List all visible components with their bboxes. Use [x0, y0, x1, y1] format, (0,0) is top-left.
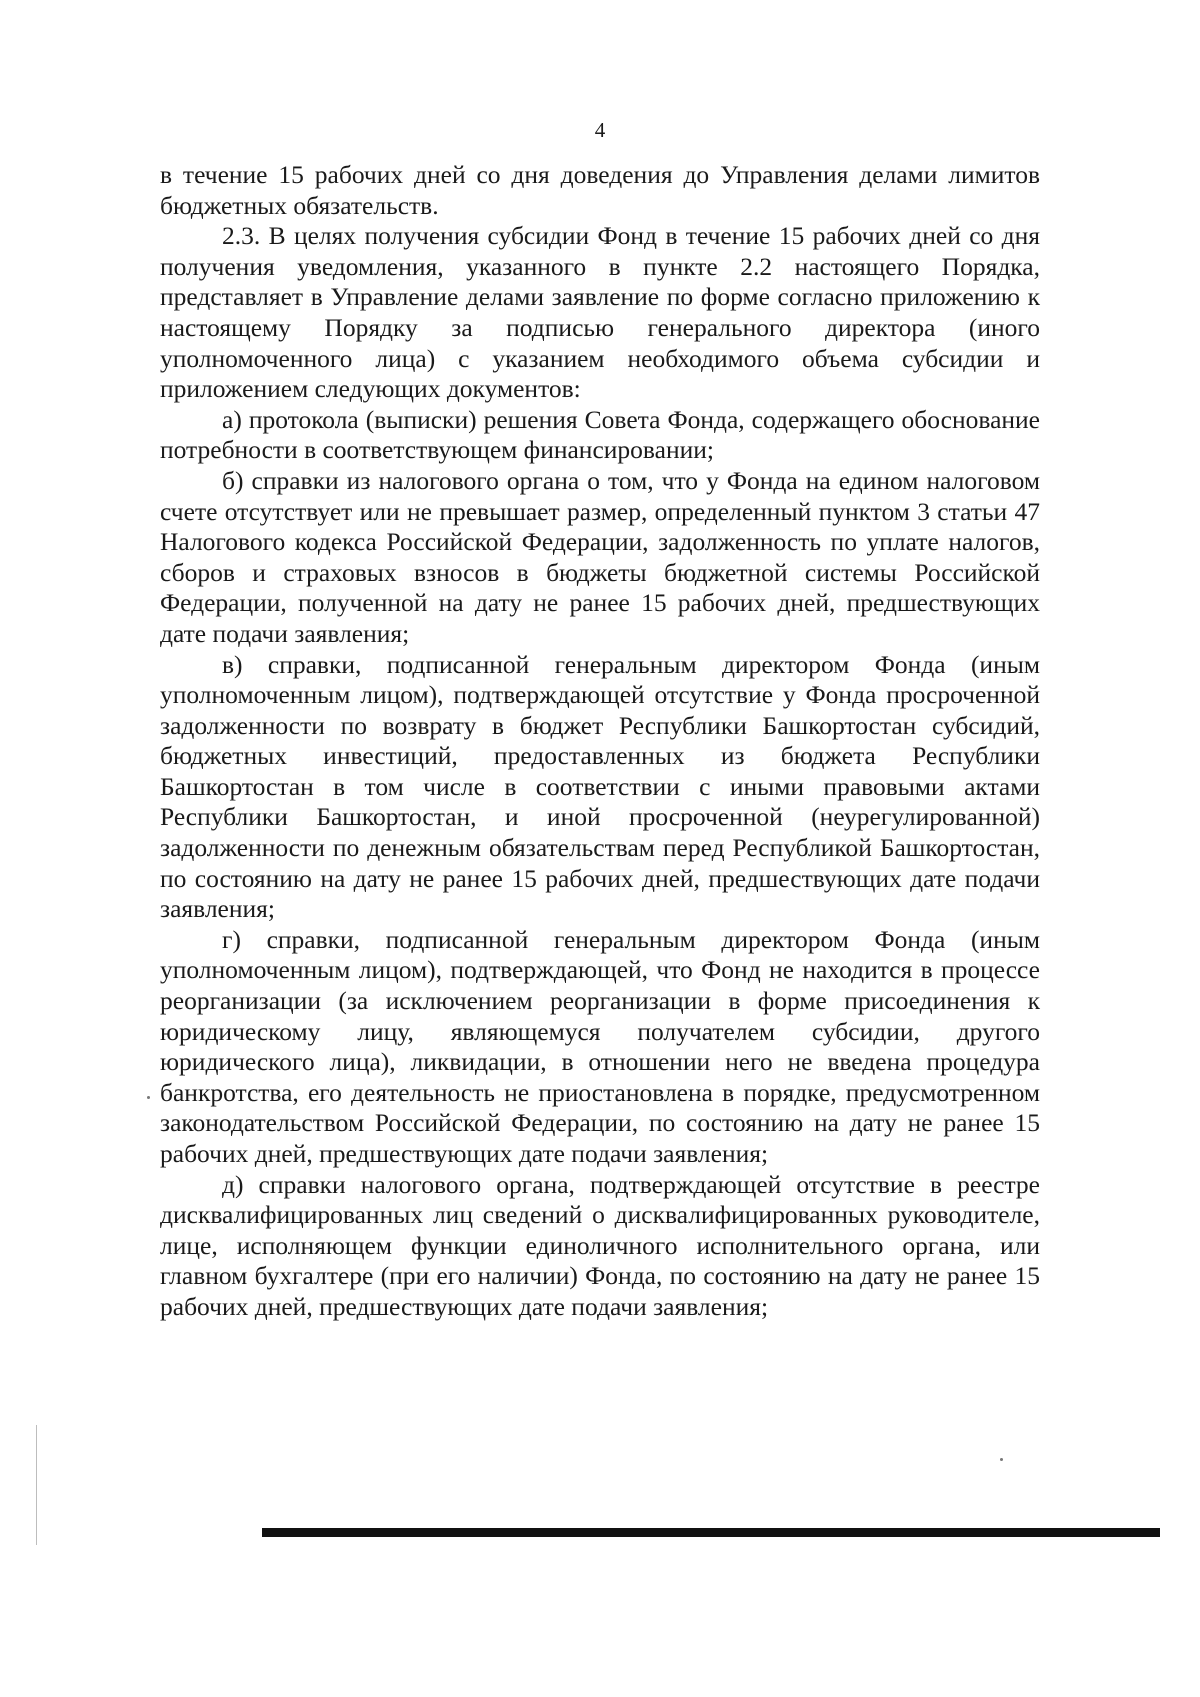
list-item-v: в) справки, подписанной генеральным директором Фонда (иным уполномоченным лицом), подтверждающей отсутствие у Фонда просроченной задолженности по возврату в бюджет Республики Башкортостан субсидий, бюджетных инвестиций, предоставленных из бюджета Республики Башкортостан в том числе в соответствии с иными правовыми актами Республики Башкортостан, и иной просроченной (неурегулированной) задолженности по денежным обязательствам перед Республикой Башкортостан, по состоянию на дату не ранее 15 рабочих дней, предшествующих дате подачи заявления; — [160, 649, 1040, 924]
paragraph-2-3: 2.3. В целях получения субсидии Фонд в течение 15 рабочих дней со дня получения уведомления, указанного в пункте 2.2 настоящего Порядка, представляет в Управление делами заявление по форме согласно приложению к настоящему Порядку за подписью генерального директора (иного уполномоченного лица) с указанием необходимого объема субсидии и приложением следующих документов: — [160, 221, 1040, 404]
list-item-b: б) справки из налогового органа о том, что у Фонда на едином налоговом счете отсутствует или не превышает размер, определенный пунктом 3 статьи 47 Налогового кодекса Российской Федерации, задолженность по уплате налогов, сборов и страховых взносов в бюджеты бюджетной системы Российской Федерации, полученной на дату не ранее 15 рабочих дней, предшествующих дате подачи заявления; — [160, 465, 1040, 648]
list-item-g: г) справки, подписанной генеральным директором Фонда (иным уполномоченным лицом), подтверждающей, что Фонд не находится в процессе реорганизации (за исключением реорганизации в форме присоединения к юридическому лицу, являющемуся получателем субсидии, другого юридического лица), ликвидации, в отношении него не введена процедура банкротства, его деятельность не приостановлена в порядке, предусмотренном законодательством Российской Федерации, по состоянию на дату не ранее 15 рабочих дней, предшествующих дате подачи заявления; — [160, 924, 1040, 1168]
page-number: 4 — [594, 118, 606, 142]
list-item-d: д) справки налогового органа, подтверждающей отсутствие в реестре дисквалифицированных лиц сведений о дисквалифицированных руководителе, лице, исполняющем функции единоличного исполнительного органа, или главном бухгалтере (при его наличии) Фонда, по состоянию на дату не ранее 15 рабочих дней, предшествующих дате подачи заявления; — [160, 1169, 1040, 1321]
paragraph-continuation: в течение 15 рабочих дней со дня доведения до Управления делами лимитов бюджетных обязательств. — [160, 160, 1040, 220]
scan-edge-line — [36, 1425, 37, 1545]
scan-bottom-bar — [262, 1528, 1160, 1537]
scan-speck — [1000, 1458, 1003, 1461]
scan-speck — [147, 1096, 150, 1099]
document-body — [160, 160, 1040, 1323]
list-item-a: а) протокола (выписки) решения Совета Фонда, содержащего обоснование потребности в соответствующем финансировании; — [160, 404, 1040, 465]
